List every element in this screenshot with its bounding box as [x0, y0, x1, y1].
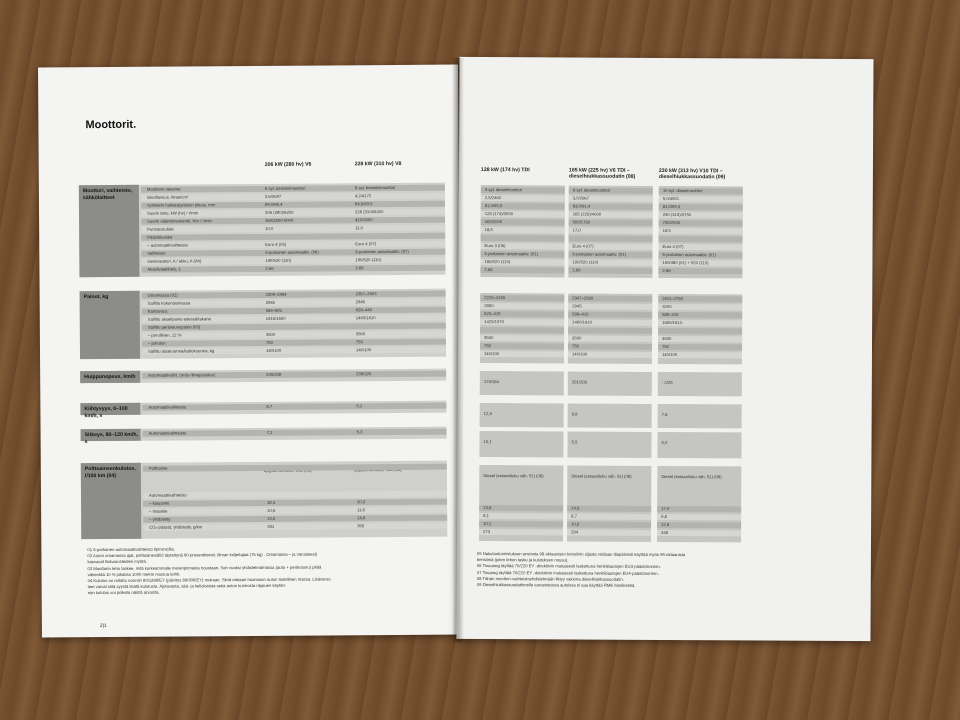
table-cell: 81,0/95,5	[662, 203, 681, 210]
table-row	[659, 228, 743, 234]
table-cell: 6-portainen automaattiv. (07)	[355, 248, 409, 255]
data-column	[658, 294, 742, 364]
table-cell: 2945	[572, 303, 582, 309]
footnote: 01 6-portainen automaattivaihteisto tiptronicilla.	[87, 546, 175, 553]
table-cell: 331	[267, 523, 275, 529]
row-label: Päästöluokka	[147, 234, 173, 240]
table-cell: 3,0/2967	[572, 195, 590, 201]
table-row	[567, 529, 651, 535]
footnote: teet voivat siitä syystä lisätä kulutusta. Ajotavasta, sää- ja keliolosista sekä auton kunnosta riippuen käytän-	[87, 582, 287, 590]
table-cell: 235/238	[266, 371, 282, 377]
table-cell: 556–681	[265, 307, 283, 313]
table-cell: Euro 4 (05)	[265, 241, 287, 247]
page-title: Moottorit.	[85, 118, 137, 132]
row-label: – jarrullinen, 12 %	[147, 332, 182, 338]
table-row	[658, 328, 742, 334]
table-row	[658, 268, 742, 274]
page-number: 2|1	[99, 623, 107, 630]
table-cell: 140/100	[483, 351, 500, 357]
section-label: Polttoaineenkulutus, l/100 km (04)	[81, 463, 142, 539]
table-cell: 2229–2435	[484, 295, 506, 301]
row-label: Automaattivaihteisto	[148, 404, 187, 410]
table-cell: 2,66	[355, 265, 364, 271]
column-header: 165 kW (225 hv) V6 TDI – dieselhiukkassuodatin (08)	[568, 167, 636, 180]
table-cell: 18,5	[662, 227, 671, 234]
table-cell: 8,7	[571, 513, 577, 519]
table-cell: 628–440	[355, 307, 373, 313]
data-column	[658, 186, 742, 278]
table-row	[480, 343, 564, 349]
table-cell: 140/100	[265, 347, 282, 353]
table-cell: 5,0	[661, 439, 668, 446]
table-cell: 140/100	[571, 351, 588, 357]
table-cell: 7,2	[266, 429, 273, 435]
table-cell: 84,5/93,0	[354, 201, 373, 207]
table-cell: 410/3000	[355, 217, 373, 223]
column-header: 206 kW (280 hv) V6	[264, 161, 312, 168]
table-cell: 2,66	[572, 267, 581, 273]
table-cell: 3500	[265, 331, 276, 337]
row-label: Automaattivaihteisto	[148, 430, 187, 436]
table-cell: 2,66	[484, 267, 493, 273]
column-header: 128 kW (174 hv) TDI	[480, 167, 530, 174]
table-row	[657, 506, 741, 512]
table-cell: 3500	[484, 335, 494, 341]
table-row	[567, 513, 651, 519]
row-label: Kantavuus	[147, 308, 168, 314]
table-cell: 3500	[662, 335, 672, 342]
table-cell: 20,3	[357, 499, 366, 505]
table-cell: 4,2/4172	[354, 193, 372, 199]
table-row	[567, 505, 651, 511]
section-label: Sitkeys, 80–120 km/h, s	[81, 429, 141, 441]
table-row	[567, 521, 651, 527]
table-row	[568, 343, 652, 349]
table-cell: 140/100	[355, 347, 372, 353]
footnote: 07 Touareg täyttää 70/220 EY -direktiivin mukaisesti laskettuna henkilöautojen EU4-päästönormin.	[476, 569, 659, 576]
table-cell: 6-portainen automaattiv. (06)	[265, 249, 319, 255]
table-cell: 190/480 (01) + 520 (110)	[662, 259, 709, 266]
data-column	[568, 185, 652, 277]
column-header: 228 kW (310 hv) V8	[354, 160, 402, 168]
table-cell: 228 (310)/6200	[355, 209, 384, 215]
table-cell: 17,9	[661, 505, 670, 512]
table-row	[481, 235, 565, 241]
table-cell: 190/520 (110)	[572, 259, 599, 265]
footnote: 09 Dieselhiukkassuodattimella varustetuissa autoissa ei saa käyttää RME-biodieseliä.	[476, 582, 636, 588]
table-cell: 2347–2530	[572, 295, 594, 301]
table-cell: 18,5	[484, 227, 493, 233]
table-cell: 1600/1610	[662, 319, 682, 326]
table-cell: 750	[662, 343, 670, 350]
table-cell: 10,1	[483, 439, 492, 445]
table-cell: 273	[483, 529, 491, 535]
row-label: Generaattori, A / akku, A (Ah)	[147, 258, 202, 264]
table-cell: 190/520 (110)	[355, 257, 382, 263]
table-cell: 5,0/4921	[662, 195, 680, 202]
table-cell: 2850	[484, 303, 494, 309]
table-row	[657, 522, 741, 528]
row-label: – kaupunki	[149, 500, 170, 506]
table-cell: 6-portainen automaattiv. (01)	[662, 251, 716, 258]
table-cell: 589–415	[662, 311, 679, 318]
table-cell: 6-portainen automaattiv. (01)	[484, 251, 538, 257]
data-column	[657, 466, 741, 542]
table-cell: 625–415	[484, 311, 501, 317]
row-label: Sallittu perävaunupaino (03)	[147, 324, 201, 330]
table-cell: 750	[355, 339, 363, 345]
table-cell: 360/2500-5000	[265, 217, 294, 223]
table-row	[568, 267, 652, 273]
footnote: vähentää 10 % jokaista 1000 metrin nousua kohti.	[87, 571, 181, 577]
row-label: Polttoaine	[148, 465, 168, 471]
right-page	[456, 57, 873, 641]
table-cell: 5,3	[356, 429, 363, 435]
table-row	[569, 235, 653, 241]
data-column	[567, 431, 651, 457]
table-cell: 2611–2785	[662, 295, 683, 302]
section-label: Painot, kg	[80, 291, 140, 359]
table-cell: 1415/1650	[265, 315, 286, 321]
table-row	[479, 521, 563, 527]
table-cell: 3,6/3597	[264, 193, 282, 199]
row-label: Iskutilavuus, litraa/cm³	[146, 194, 189, 200]
table-cell: 11,0	[355, 225, 364, 231]
table-cell: 400/2000	[484, 219, 503, 225]
table-row	[479, 529, 563, 535]
table-row	[479, 513, 563, 519]
section-label: Moottori, vaihteisto, sähkölaitteet	[79, 185, 140, 277]
data-column	[479, 465, 563, 541]
table-cell: 9,8	[661, 513, 667, 520]
table-cell: 89,0/96,4	[264, 201, 283, 207]
table-cell: 179/184	[483, 379, 499, 385]
table-row	[568, 327, 652, 333]
table-cell: 206 (280)/6200	[265, 209, 294, 215]
table-cell: 10,0	[265, 225, 274, 231]
table-cell: 81,0/95,5	[484, 203, 503, 209]
left-page	[38, 65, 462, 638]
table-cell: 190/520 (110)	[265, 257, 292, 263]
table-cell: 140/100	[661, 351, 678, 358]
table-cell: 10-syl. dieselmoottori	[662, 187, 703, 194]
table-cell: 598–415	[572, 311, 589, 317]
table-cell: 2309–2484	[265, 291, 287, 297]
table-cell: 6-portainen automaattiv. (01)	[572, 251, 626, 257]
row-label: Automaattivaihteisto	[148, 492, 187, 498]
table-cell: 3500	[355, 331, 366, 337]
table-row	[481, 227, 565, 233]
section-label: Huippunopeus, km/h	[80, 371, 140, 383]
table-cell: 13,8	[267, 515, 276, 521]
table-cell: 346	[661, 529, 669, 536]
data-column	[480, 403, 564, 427]
table-cell: 2945	[355, 299, 366, 305]
table-cell: 8,1	[483, 513, 489, 519]
table-row	[479, 505, 563, 511]
table-cell: 14,9	[357, 515, 366, 521]
table-cell: 8,7	[266, 403, 273, 409]
table-cell: 500/1750	[572, 219, 591, 225]
footnote: bensiiniä (joten tehon lasku ja kulutuksen nousu).	[476, 557, 569, 563]
data-column	[480, 371, 564, 395]
table-cell: 5,5	[571, 439, 578, 445]
table-cell: 8,1	[356, 403, 363, 409]
table-cell: 12,9	[483, 411, 492, 417]
table-cell: 6-syl. dieselmoottori	[572, 187, 611, 193]
fuel-type: Diesel (setaaniluku väh. 51) (08)	[571, 473, 632, 479]
footnote: 02 Auton omamassa ajat, polttoainesäiliö täytettynä 90-prosenttisesti, (ilman kuljettajaa (75 kg) . Omamassa – ja varusteesi)	[87, 551, 318, 559]
data-column	[658, 404, 742, 428]
table-cell: 750/2000	[662, 219, 681, 226]
table-cell: 83,0/91,4	[572, 203, 591, 209]
book-spine-shadow	[452, 58, 464, 642]
row-label: Suurin teho, kW (hv) / r/min	[147, 210, 199, 216]
footnote: 06 Tosuareg täyttää 70/220 EY -direktiivin mukaisesti laskettuna henkilöautojen EU3-päästönormin.	[476, 563, 661, 570]
data-column	[568, 403, 652, 427]
table-cell: 2,66	[662, 267, 671, 274]
table-cell: 230 (313)/3750	[662, 211, 692, 218]
table-cell: 750	[484, 343, 492, 349]
row-label: Moottorin rakenne	[146, 186, 181, 192]
table-cell: Euro 4 (07)	[355, 241, 377, 247]
table-cell: 6-syl. bensiinimoottori	[264, 185, 306, 191]
table-row	[659, 236, 743, 242]
table-cell: 355	[357, 523, 365, 529]
row-label: Automaattivaiht. (nrdo-/ilmajousitus)	[148, 372, 215, 378]
table-cell: 1460/1610	[355, 315, 376, 321]
table-row	[480, 327, 564, 333]
footnote: nön kulutus voi poiketa näistä arvoista.	[87, 590, 160, 596]
footnotes	[477, 551, 686, 589]
row-label: – yhdistetty	[149, 516, 171, 522]
data-column	[568, 371, 652, 395]
table-cell: 750	[265, 339, 273, 345]
table-cell: 165 (225)/4000	[572, 211, 602, 217]
table-cell: 10,1	[483, 521, 492, 527]
table-row	[658, 344, 742, 350]
table-cell: 750	[572, 343, 580, 349]
row-label: Sallittu kokonaismassa	[147, 300, 191, 306]
data-column	[658, 372, 742, 396]
data-column	[480, 185, 564, 277]
row-label: CO₂-päästö, yhdistetty, g/km	[149, 524, 203, 530]
data-column	[657, 432, 741, 458]
column-header: 230 kW (313 hv) V10 TDI – dieselhiukkassuodatin (09)	[658, 167, 726, 181]
footnote: 08 Tähän moottori-vaihteistoyhdistelmään liittyy vakiona dieselhiukkassuodatin.	[476, 575, 624, 582]
row-label: – automaattivaihteisto	[147, 242, 189, 248]
row-label: Sylinterin halkaisija/iskun pituus, mm	[146, 202, 216, 208]
table-cell: 10,6	[267, 507, 276, 513]
footnote: 03 Moottorin teho laskee, mitä korkeammalle merenpinnasta noustaan. Sen vuoksi yhdistelmämassa (auto + perävaunu) pitää	[87, 564, 322, 571]
table-cell: 14,6	[571, 505, 580, 511]
footnote: 05 Nakutustunnistuksen ansiosta 98-oktaanisen bensiinin sijasta voidaan tilapäisesti käyttää myös 95-oktaanista	[476, 551, 686, 558]
table-cell: Euro 3 (06)	[484, 243, 506, 249]
table-cell: 10,9	[571, 521, 580, 527]
table-cell: 180/520 (110)	[484, 259, 511, 265]
table-row	[480, 267, 564, 273]
data-column	[567, 465, 651, 541]
table-cell: 1460/1610	[572, 319, 592, 325]
table-cell: Euro 4 (07)	[662, 243, 684, 250]
table-cell: 9,9	[571, 411, 578, 417]
table-row	[657, 530, 741, 536]
row-label: Puristussuhde	[147, 226, 174, 232]
table-cell: 2,66	[265, 265, 274, 271]
row-label: – jarruton	[147, 340, 166, 346]
table-cell: 2,5/2460	[484, 195, 502, 201]
table-cell: Euro 4 (07)	[572, 243, 594, 249]
row-label: Vaihteisto	[147, 250, 166, 256]
table-row	[569, 227, 653, 233]
table-cell: 18,4	[267, 499, 276, 505]
table-cell: 11,6	[357, 507, 365, 513]
table-cell: 5-syl. dieselmoottori	[484, 187, 523, 193]
table-cell: 3200	[662, 303, 672, 310]
row-label: Akselivaaitiheis, 1	[147, 266, 181, 272]
table-cell: 2945	[265, 299, 276, 305]
table-cell: 294	[571, 529, 579, 535]
fuel-type: Diesel (setaaniluku väh. 51) (08)	[661, 473, 722, 480]
section-label: Kiihtyvyys, 0–100 km/h, s	[80, 403, 140, 415]
data-column	[479, 431, 563, 457]
row-label: Omamassa (02)	[147, 292, 178, 298]
row-label: Sallittu akselipaino edessä/takana	[147, 316, 211, 322]
table-cell: 12,8	[661, 521, 670, 528]
table-cell: 1425/1570	[484, 319, 504, 325]
table-cell: 238/225	[356, 371, 372, 377]
table-cell: 7,8	[661, 411, 668, 418]
footnote: 04 Kulutus on mitattu normiin 80/1268/EY (päivitys 89/306/EY) mukaan. Siinä otetaan huomioon auton todellinen massa. Lisävarus-	[87, 576, 332, 584]
row-label: Suurin vääntömomentti, Nm / r/min	[147, 218, 212, 224]
row-label: – maantie	[149, 508, 168, 514]
table-cell: 2357–2503	[355, 291, 377, 297]
table-cell: 201/205	[571, 379, 587, 385]
table-cell: 13,6	[483, 505, 492, 511]
footnote: kasvavat lisävarusteiden myötä.	[87, 559, 147, 565]
table-cell: 3500	[572, 335, 582, 341]
table-row	[657, 514, 741, 520]
table-cell: 128 (174)/3500	[484, 211, 514, 217]
table-cell: 8-syl. bensiinimoottori	[354, 184, 396, 191]
data-column	[568, 293, 652, 363]
row-label: Sallittu aisakuorma/kattokuorma, kg	[147, 348, 215, 354]
table-cell: 17,0	[572, 227, 581, 233]
data-column	[480, 293, 564, 363]
footnotes	[87, 545, 331, 596]
fuel-type: Diesel (setaaniluku väh. 51) (08)	[483, 473, 544, 479]
table-cell: - /225	[661, 379, 673, 386]
